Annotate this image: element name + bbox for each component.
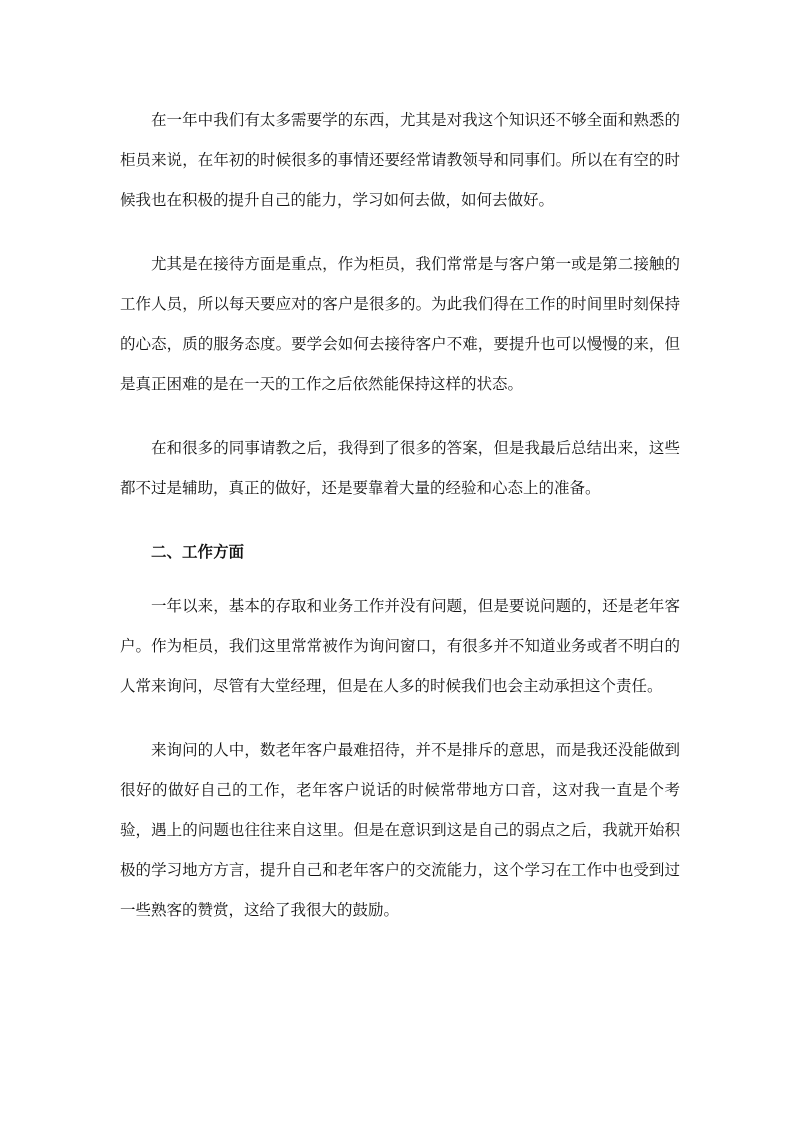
paragraph-5: 来询问的人中，数老年客户最难招待，并不是排斥的意思，而是我还没能做到很好的做好自己的工作，老年客户说话的时候常带地方口音，这对我一直是个考验，遇上的问题也往往来自这里。但是在意识到这是自己的弱点之后，我就开始积极的学习地方方言，提升自己和老年客户的交流能力，这个学习在工作中也受到过一些熟客的赞赏，这给了我很大的鼓励。 [120,741,680,919]
paragraph-3: 在和很多的同事请教之后，我得到了很多的答案，但是我最后总结出来，这些都不过是辅助，真正的做好，还是要靠着大量的经验和心态上的准备。 [120,439,680,497]
paragraph-1: 在一年中我们有太多需要学的东西，尤其是对我这个知识还不够全面和熟悉的柜员来说，在年初的时候很多的事情还要经常请教领导和同事们。所以在有空的时候我也在积极的提升自己的能力，学习如何去做，如何去做好。 [120,111,680,209]
document-page [120,100,680,954]
section-heading: 二、工作方面 [151,543,245,561]
paragraph-4: 一年以来，基本的存取和业务工作并没有问题，但是要说问题的，还是老年客户。作为柜员，我们这里常常被作为询问窗口，有很多并不知道业务或者不明白的人常来询问，尽管有大堂经理，但是在人多的时候我们也会主动承担这个责任。 [120,597,680,695]
paragraph-2: 尤其是在接待方面是重点，作为柜员，我们常常是与客户第一或是第二接触的工作人员，所以每天要应对的客户是很多的。为此我们得在工作的时间里时刻保持的心态，质的服务态度。要学会如何去接待客户不难，要提升也可以慢慢的来，但是真正困难的是在一天的工作之后依然能保持这样的状态。 [120,255,680,393]
